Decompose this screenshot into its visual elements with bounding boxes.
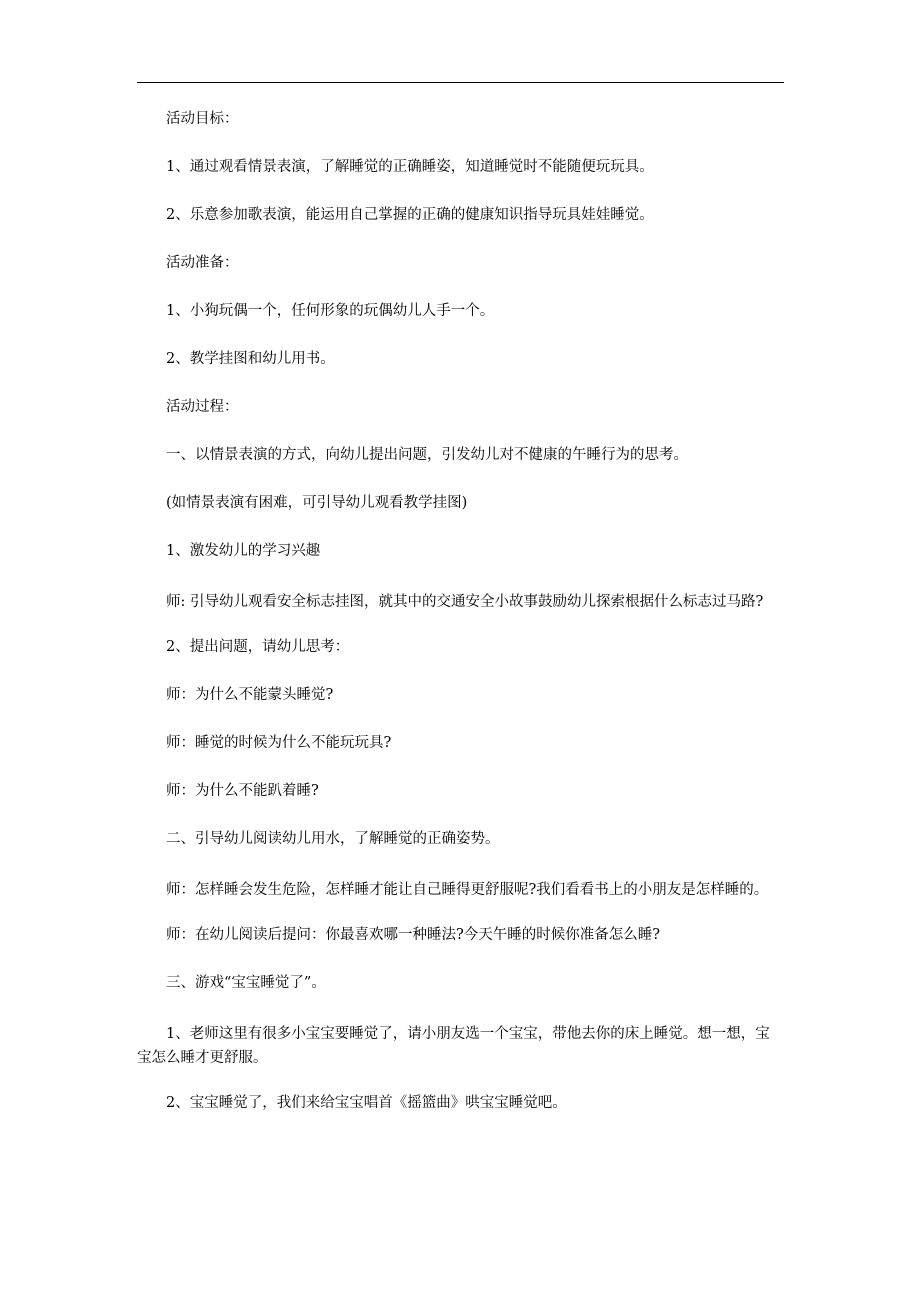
process-step-2: 二、引导幼儿阅读幼儿用水，了解睡觉的正确姿势。: [166, 831, 500, 847]
teacher-question-1: 师：为什么不能蒙头睡觉?: [166, 687, 334, 703]
game-item-2: 2、宝宝睡觉了，我们来给宝宝唱首《摇篮曲》哄宝宝睡觉吧。: [166, 1095, 567, 1111]
teacher-line-1: 师: 引导幼儿观看安全标志挂图，就其中的交通安全小故事鼓励幼儿探索根据什么标志过马路?: [166, 594, 764, 610]
document-body: [137, 110, 784, 1142]
teacher-question-2: 师：睡觉的时候为什么不能玩玩具?: [166, 735, 392, 751]
goal-item-2: 2、乐意参加歌表演，能运用自己掌握的正确的健康知识指导玩具娃娃睡觉。: [166, 207, 654, 223]
process-step-1: 一、以情景表演的方式，向幼儿提出问题，引发幼儿对不健康的午睡行为的思考。: [166, 447, 688, 463]
preparation-item-1: 1、小狗玩偶一个，任何形象的玩偶幼儿人手一个。: [166, 303, 495, 319]
section-heading-process: 活动过程：: [166, 399, 239, 415]
teacher-question-3: 师：为什么不能趴着睡?: [166, 783, 319, 799]
process-step-3: 三、游戏“宝宝睡觉了”。: [166, 975, 326, 991]
header-rule: [137, 82, 784, 83]
preparation-item-2: 2、教学挂图和幼儿用书。: [166, 351, 335, 367]
process-substep-1: 1、激发幼儿的学习兴趣: [166, 543, 321, 559]
teacher-line-3: 师：在幼儿阅读后提问：你最喜欢哪一种睡法?今天午睡的时候你准备怎么睡?: [166, 927, 661, 943]
teacher-line-2: 师：怎样睡会发生危险，怎样睡才能让自己睡得更舒服呢?我们看看书上的小朋友是怎样睡的。: [166, 882, 769, 898]
section-heading-goals: 活动目标：: [166, 111, 239, 127]
process-note: (如情景表演有困难，可引导幼儿观看教学挂图): [166, 495, 468, 511]
goal-item-1: 1、通过观看情景表演，了解睡觉的正确睡姿，知道睡觉时不能随便玩玩具。: [166, 159, 654, 175]
section-heading-preparation: 活动准备：: [166, 255, 239, 271]
game-item-1: 1、老师这里有很多小宝宝要睡觉了，请小朋友选一个宝宝，带他去你的床上睡觉。想一想，宝宝怎么睡才更舒服。: [137, 1026, 770, 1066]
process-substep-2: 2、提出问题，请幼儿思考：: [166, 639, 350, 655]
